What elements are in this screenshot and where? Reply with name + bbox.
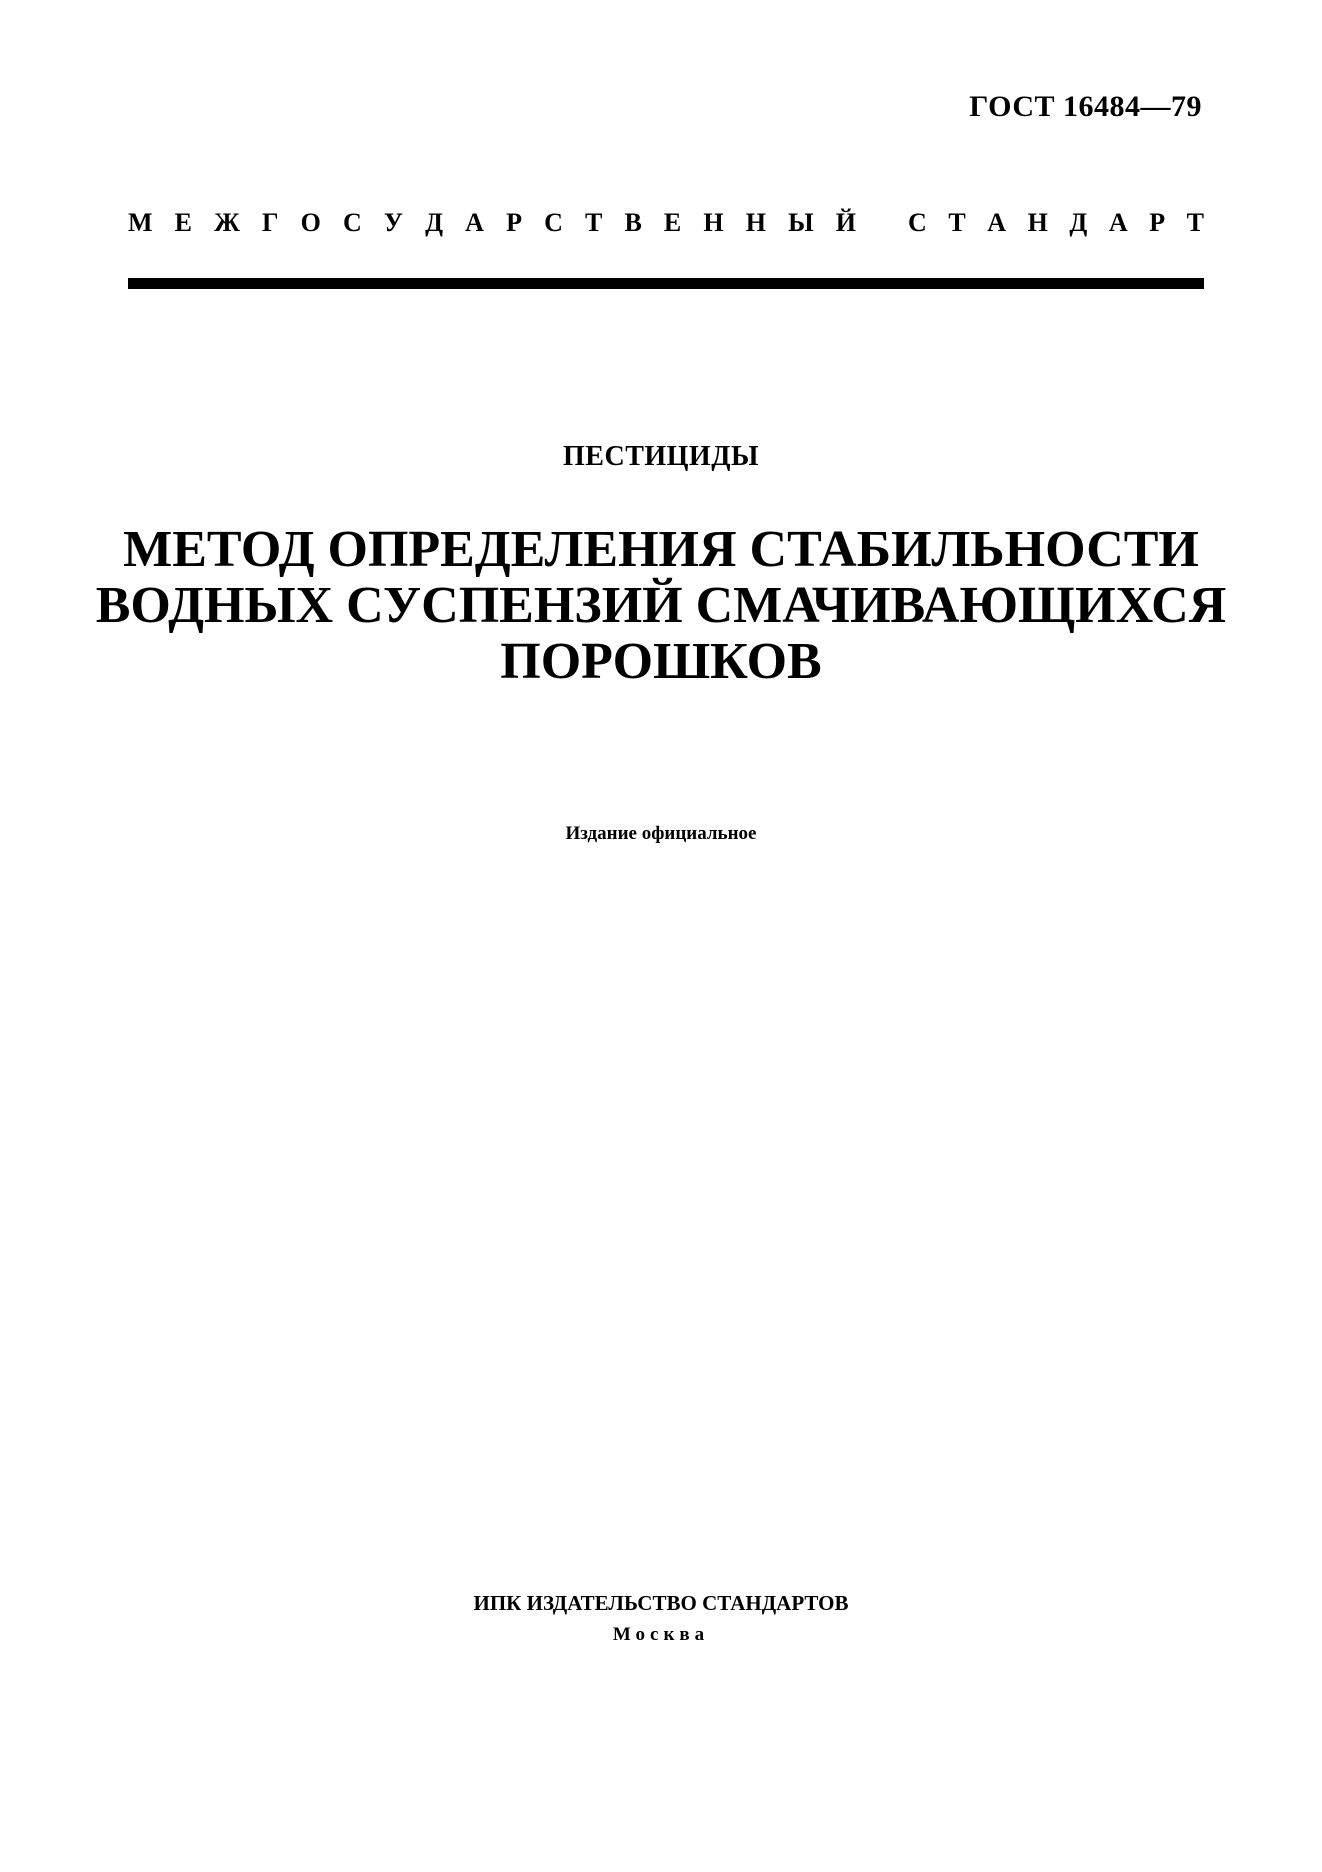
heading-letter: Р <box>1149 208 1166 237</box>
heading-letter: Р <box>506 208 522 237</box>
interstate-standard-heading <box>128 208 1204 238</box>
heading-letter: Ж <box>214 208 240 237</box>
heading-rule <box>128 278 1204 289</box>
heading-letter: Т <box>948 208 966 237</box>
heading-letter: С <box>908 208 927 237</box>
heading-letter: Т <box>1186 208 1204 237</box>
heading-letter: У <box>383 208 404 237</box>
heading-letter: С <box>544 208 563 237</box>
heading-letter: В <box>624 208 642 237</box>
edition-note: Издание официальное <box>565 823 757 844</box>
heading-letter: Д <box>1069 208 1088 237</box>
heading-letter: Ы <box>788 208 814 237</box>
heading-letter: С <box>343 208 362 237</box>
document-category: ПЕСТИЦИДЫ <box>563 441 759 472</box>
heading-letter: Й <box>835 208 856 237</box>
heading-letter: М <box>128 208 153 237</box>
publisher-name: ИПК ИЗДАТЕЛЬСТВО СТАНДАРТОВ <box>473 1591 849 1615</box>
title-line-1: МЕТОД ОПРЕДЕЛЕНИЯ СТАБИЛЬНОСТИ <box>123 521 1199 578</box>
heading-letter: А <box>1108 208 1128 237</box>
title-line-2: ВОДНЫХ СУСПЕНЗИЙ СМАЧИВАЮЩИХСЯ <box>95 577 1227 634</box>
gost-number: ГОСТ 16484—79 <box>969 90 1202 123</box>
heading-letter: А <box>987 208 1007 237</box>
title-line-3: ПОРОШКОВ <box>500 633 822 690</box>
heading-letter: А <box>465 208 484 237</box>
heading-letter: Е <box>663 208 682 237</box>
heading-letter: Е <box>174 208 193 237</box>
heading-letter: Д <box>425 208 444 237</box>
heading-letter: Г <box>261 208 279 237</box>
heading-letter: Н <box>703 208 724 237</box>
heading-letter: Н <box>1027 208 1048 237</box>
publisher-city: Москва <box>612 1624 710 1645</box>
standard-word <box>908 208 1204 238</box>
interstate-word <box>128 208 856 238</box>
heading-letter: Н <box>745 208 766 237</box>
heading-letter: О <box>300 208 321 237</box>
document-title <box>60 522 1262 690</box>
heading-letter: Т <box>584 208 603 237</box>
